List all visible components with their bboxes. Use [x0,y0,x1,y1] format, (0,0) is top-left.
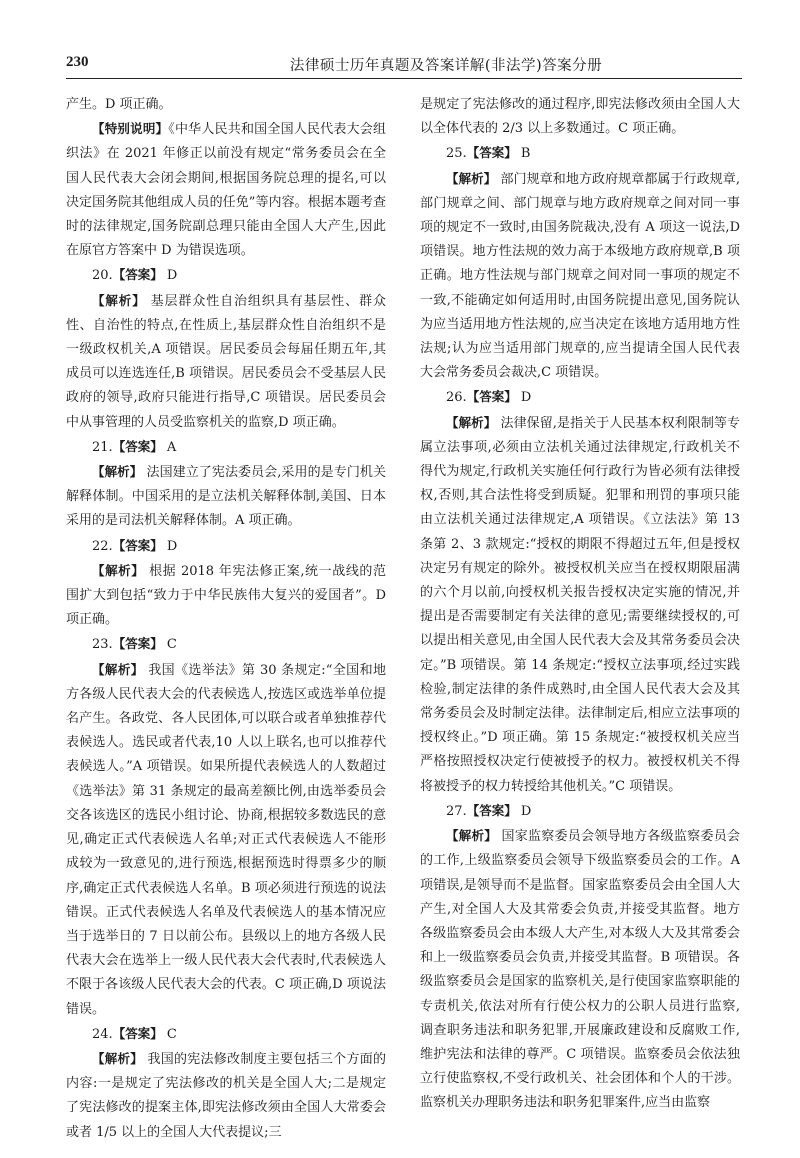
answer-label: 【答案】 [466,145,517,161]
analysis-text: 我国《选举法》第 30 条规定:“全国和地方各级人民代表大会的代表候选人,按选区或选举单位提名产生。各政党、各人民团体,可以联合或者单独推荐代表候选人。选民或者代表,10 人以上联名,也可以推荐代表候选人。”A 项错误。如果所提代表候选人的人数超过《选举法》第 31 条规定的最高差额比例,由选举委员会交各该选区的选民小组讨论、协商,根据较多数选民的意见,确定正式代表候选人名单;对正式代表候选人不能形成较为一致意见的,进行预选,根据预选时得票多少的顺序,确定正式代表候选人名单。B 项必须进行预选的说法错误。正式代表候选人名单及代表候选人的基本情况应当于选举日的 7 日以前公布。县级以上的地方各级人民代表大会在选举上一级人民代表大会代表时,代表候选人不限于各该级人民代表大会的代表。C 项正确,D 项说法错误。 [66,662,386,1017]
answer-21 [66,435,386,460]
answer-label: 【答案】 [112,537,163,553]
question-number: 25. [446,146,467,162]
answer-value: D [520,390,532,406]
answer-22 [66,534,386,559]
answer-value: D [166,268,178,284]
answer-27 [420,799,740,824]
analysis-20 [66,289,386,435]
analysis-label: 【解析】 [92,464,143,480]
question-number: 23. [92,637,113,653]
answer-25 [420,141,740,166]
analysis-27 [420,824,740,1115]
continued-text: 产生。D 项正确。 [66,97,172,112]
question-number: 27. [446,803,467,819]
analysis-26 [420,411,740,799]
special-note-label: 【特别说明】 [92,121,169,137]
analysis-label: 【解析】 [92,292,146,308]
analysis-label: 【解析】 [446,828,498,844]
analysis-22 [66,559,386,633]
answer-label: 【答案】 [112,636,163,652]
answer-label: 【答案】 [112,267,163,283]
analysis-24 [66,1047,386,1143]
analysis-text: 法国建立了宪法委员会,采用的是专门机关解释体制。中国采用的是立法机关解释体制,美国、日本采用的是司法机关解释体制。A 项正确。 [66,465,386,529]
analysis-text: 法律保留,是指关于人民基本权利限制等专属立法事项,必须由立法机关通过法律规定,行政机关不得代为规定,行政机关实施任何行政行为皆必须有法律授权,否则,其合法性将受到质疑。犯罪和刑罚的事项只能由立法机关通过法律规定,A 项错误。《立法法》第 13 条第 2、3 款规定:“授权的期限不得超过五年,但是授权决定另有规定的除外。被授权机关应当在授权期限届满的六个月以前,向授权机关报告授权决定实施的情况,并提出是否需要制定有关法律的意见;需要继续授权的,可以提出相关意见,由全国人民代表大会及其常务委员会决定。”B 项错误。第 14 条规定:“授权立法事项,经过实践检验,制定法律的条件成熟时,由全国人民代表大会及其常务委员会及时制定法律。法律制定后,相应立法事项的授权终止。”D 项正确。第 15 条规定:“被授权机关应当严格按照授权决定行使被授予的权力。被授权机关不得将被授予的权力转授给其他机关。”C 项错误。 [420,415,740,794]
answer-label: 【答案】 [112,1025,163,1041]
question-number: 26. [446,390,467,406]
analysis-23 [66,658,386,1022]
question-number: 24. [92,1026,113,1042]
left-column [66,93,386,1143]
answer-value: B [520,146,531,162]
analysis-text: 基层群众性自治组织具有基层性、群众性、自治性的特点,在性质上,基层群众性自治组织不是一级政权机关,A 项错误。居民委员会每届任期五年,其成员可以连选连任,B 项错误。居民委员会不受基层人民政府的领导,政府只能进行指导,C 项错误。居民委员会中从事管理的人员受监察机关的监察,D 项正确。 [66,293,386,430]
answer-value: A [166,439,177,455]
answer-26 [420,385,740,410]
special-note-text: 《中华人民共和国全国人民代表大会组织法》在 2021 年修正以前没有规定“常务委员会在全国人民代表大会闭会期间,根据国务院总理的提名,可以决定国务院其他组成人员的任免”等内容。根据本题考查时的法律规定,国务院副总理只能由全国人大产生,因此在原官方答案中 D 为错误选项。 [66,122,386,259]
answer-label: 【答案】 [466,802,517,818]
answer-value: C [166,1026,177,1042]
question-number: 22. [92,538,113,554]
question-number: 21. [92,439,113,455]
answer-value: D [520,803,532,819]
answer-20 [66,263,386,288]
question-number: 20. [92,268,113,284]
right-column [420,93,740,1143]
analysis-text: 部门规章和地方政府规章都属于行政规章,部门规章之间、部门规章与地方政府规章之间对同一事项的规定不一致时,由国务院裁决,没有 A 项这一说法,D 项错误。地方性法规的效力高于本级地方政府规章,B 项正确。地方性法规与部门规章之间对同一事项的规定不一致,不能确定如何适用时,由国务院提出意见,国务院认为应当适用地方性法规的,应当决定在该地方适用地方性法规;认为应当适用部门规章的,应当提请全国人民代表大会常务委员会裁决,C 项错误。 [420,171,740,381]
analysis-text: 我国的宪法修改制度主要包括三个方面的内容:一是规定了宪法修改的机关是全国人大;二是规定了宪法修改的提案主体,即宪法修改须由全国人大常委会或者 1/5 以上的全国人大代表提议;三 [66,1051,386,1140]
continued-text: 是规定了宪法修改的通过程序,即宪法修改须由全国人大以全体代表的 2/3 以上多数通过。C 项正确。 [420,97,740,137]
running-header [66,52,742,79]
answer-value: D [166,538,178,554]
answer-23 [66,632,386,657]
answer-24 [66,1022,386,1047]
analysis-label: 【解析】 [92,661,144,677]
analysis-25 [420,167,740,386]
running-title: 法律硕士历年真题及答案详解(非法学)答案分册 [289,58,603,74]
analysis-label: 【解析】 [446,170,497,186]
analysis-label: 【解析】 [446,414,497,430]
page-number: 230 [66,54,89,70]
answer-label: 【答案】 [466,389,517,405]
analysis-text: 根据 2018 年宪法修正案,统一战线的范围扩大到包括“致力于中华民族伟大复兴的爱国者”。D 项正确。 [66,563,386,628]
analysis-label: 【解析】 [92,1050,144,1066]
answer-label: 【答案】 [112,438,163,454]
analysis-label: 【解析】 [92,562,145,578]
analysis-text: 国家监察委员会领导地方各级监察委员会的工作,上级监察委员会领导下级监察委员会的工作。A 项错误,是领导而不是监督。国家监察委员会由全国人大产生,对全国人大及其常委会负责,并接受其监督。地方各级监察委员会由本级人大产生,对本级人大及其常委会和上一级监察委员会负责,并接受其监督。B 项错误。各级监察委员会是国家的监察机关,是行使国家监察职能的专责机关,依法对所有行使公权力的公职人员进行监察,调查职务违法和职务犯罪,开展廉政建设和反腐败工作,维护宪法和法律的尊严。C 项错误。监察委员会依法独立行使监察权,不受行政机关、社会团体和个人的干涉。监察机关办理职务违法和职务犯罪案件,应当由监察 [420,829,740,1111]
analysis-21 [66,460,386,534]
answer-value: C [166,637,177,653]
special-note [66,117,386,263]
